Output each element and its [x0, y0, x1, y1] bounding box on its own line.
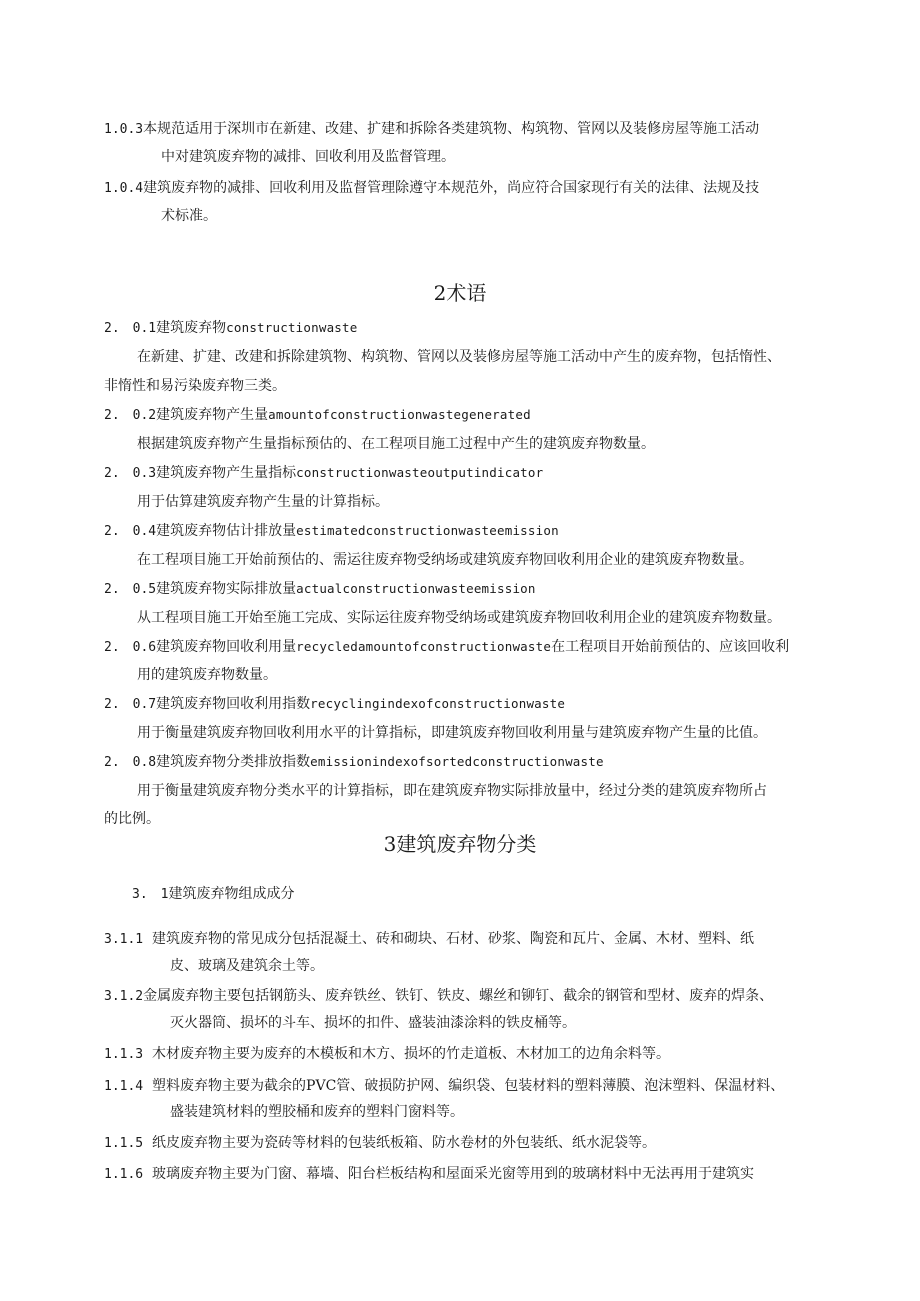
clause-1-0-4	[104, 178, 759, 199]
term-heading	[104, 579, 536, 600]
term-zh: 建筑废弃物	[156, 320, 227, 336]
clause-number: 1.0.3	[104, 122, 144, 137]
term-number: 2. 0.3	[104, 466, 157, 481]
item-continuation: 皮、玻璃及建筑余土等。	[170, 958, 324, 974]
term-definition-continuation: 用的建筑废弃物数量。	[137, 667, 277, 683]
chapter-title: 2术语	[433, 281, 487, 305]
item-1-1-4	[104, 1076, 784, 1097]
term-zh: 建筑废弃物分类排放指数	[156, 754, 311, 770]
term-inline-definition: 在工程项目开始前预估的、应该回收利	[551, 639, 790, 655]
term-zh: 建筑废弃物回收利用指数	[156, 696, 311, 712]
item-number: 1.1.6	[104, 1167, 144, 1182]
term-zh: 建筑废弃物估计排放量	[156, 523, 297, 539]
chapter-title: 3建筑废弃物分类	[383, 832, 537, 856]
item-continuation: 灭火器筒、损坏的斗车、损坏的扣件、盛装油漆涂料的铁皮桶等。	[170, 1015, 576, 1031]
item-number: 1.1.5	[104, 1136, 144, 1151]
item-number: 3.1.1	[104, 932, 144, 947]
term-en: actualconstructionwasteemission	[296, 581, 536, 596]
section-heading	[132, 884, 294, 905]
term-en: amountofconstructionwastegenerated	[268, 407, 531, 422]
term-number: 2. 0.7	[104, 697, 157, 712]
term-heading	[104, 318, 357, 339]
term-heading	[104, 637, 789, 658]
term-zh: 建筑废弃物实际排放量	[156, 581, 297, 597]
term-definition: 用于衡量建筑废弃物回收利用水平的计算指标，即建筑废弃物回收利用量与建筑废弃物产生量的比值。	[137, 725, 767, 741]
term-heading	[104, 752, 604, 773]
term-number: 2. 0.4	[104, 524, 157, 539]
clause-continuation: 术标准。	[161, 208, 217, 224]
term-definition-continuation: 非惰性和易污染废弃物三类。	[104, 378, 286, 394]
section-number: 3. 1	[132, 887, 169, 902]
item-text: 纸皮废弃物主要为瓷砖等材料的包装纸板箱、防水卷材的外包装纸、纸水泥袋等。	[152, 1135, 657, 1151]
term-zh: 建筑废弃物回收利用量	[156, 639, 297, 655]
item-text: 建筑废弃物的常见成分包括混凝土、砖和砌块、石材、砂浆、陶瓷和瓦片、金属、木材、塑料、纸	[152, 931, 755, 947]
term-number: 2. 0.5	[104, 582, 157, 597]
term-definition: 根据建筑废弃物产生量指标预估的、在工程项目施工过程中产生的建筑废弃物数量。	[137, 436, 655, 452]
term-number: 2. 0.8	[104, 755, 157, 770]
term-zh: 建筑废弃物产生量指标	[156, 465, 297, 481]
term-definition: 用于衡量建筑废弃物分类水平的计算指标，即在建筑废弃物实际排放量中，经过分类的建筑废弃物所占	[137, 783, 767, 799]
item-text: 金属废弃物主要包括钢筋头、废弃铁丝、铁钉、铁皮、螺丝和铆钉、截余的钢管和型材、废弃的焊条、	[143, 988, 774, 1004]
term-heading	[104, 694, 565, 715]
term-definition: 用于估算建筑废弃物产生量的计算指标。	[137, 494, 389, 510]
term-number: 2. 0.1	[104, 321, 157, 336]
term-definition: 在工程项目施工开始前预估的、需运往废弃物受纳场或建筑废弃物回收利用企业的建筑废弃物数量。	[137, 552, 753, 568]
item-number: 3.1.2	[104, 989, 144, 1004]
section-title: 建筑废弃物组成成分	[168, 886, 295, 902]
item-1-1-6	[104, 1164, 754, 1185]
clause-1-0-3	[104, 119, 759, 140]
clause-number: 1.0.4	[104, 181, 144, 196]
term-number: 2. 0.6	[104, 640, 157, 655]
item-1-1-3	[104, 1044, 670, 1065]
item-3-1-1	[104, 929, 754, 950]
item-3-1-2	[104, 986, 773, 1007]
item-text: 木材废弃物主要为废弃的木模板和木方、损坏的竹走道板、木材加工的边角余料等。	[152, 1046, 671, 1062]
item-text: 玻璃废弃物主要为门窗、幕墙、阳台栏板结构和屋面采光窗等用到的玻璃材料中无法再用于建筑实	[152, 1166, 755, 1182]
term-en: emissionindexofsortedconstructionwaste	[310, 754, 604, 769]
term-heading	[104, 521, 559, 542]
term-zh: 建筑废弃物产生量	[156, 407, 269, 423]
term-en: recyclingindexofconstructionwaste	[310, 696, 566, 711]
item-continuation: 盛装建筑材料的塑胶桶和废弃的塑料门窗料等。	[170, 1104, 464, 1120]
term-definition-continuation: 的比例。	[104, 811, 160, 827]
item-1-1-5	[104, 1133, 656, 1154]
term-en: constructionwaste	[226, 320, 358, 335]
term-en: estimatedconstructionwasteemission	[296, 523, 559, 538]
term-en: constructionwasteoutputindicator	[296, 465, 544, 480]
item-number: 1.1.3	[104, 1047, 144, 1062]
term-definition: 从工程项目施工开始至施工完成、实际运往废弃物受纳场或建筑废弃物回收利用企业的建筑废弃物数量。	[137, 610, 781, 626]
term-en: recycledamountofconstructionwaste	[296, 639, 552, 654]
term-heading	[104, 405, 531, 426]
clause-text: 本规范适用于深圳市在新建、改建、扩建和拆除各类建筑物、构筑物、管网以及装修房屋等施工活动	[143, 121, 760, 137]
item-number: 1.1.4	[104, 1079, 144, 1094]
item-text: 塑料废弃物主要为截余的PVC管、破损防护网、编织袋、包装材料的塑料薄膜、泡沫塑料、保温材料、	[152, 1078, 785, 1094]
clause-text: 建筑废弃物的减排、回收利用及监督管理除遵守本规范外，尚应符合国家现行有关的法律、法规及技	[143, 180, 760, 196]
term-definition: 在新建、扩建、改建和拆除建筑物、构筑物、管网以及装修房屋等施工活动中产生的废弃物，包括惰性、	[137, 349, 781, 365]
clause-continuation: 中对建筑废弃物的减排、回收利用及监督管理。	[161, 149, 455, 165]
term-number: 2. 0.2	[104, 408, 157, 423]
term-heading	[104, 463, 543, 484]
